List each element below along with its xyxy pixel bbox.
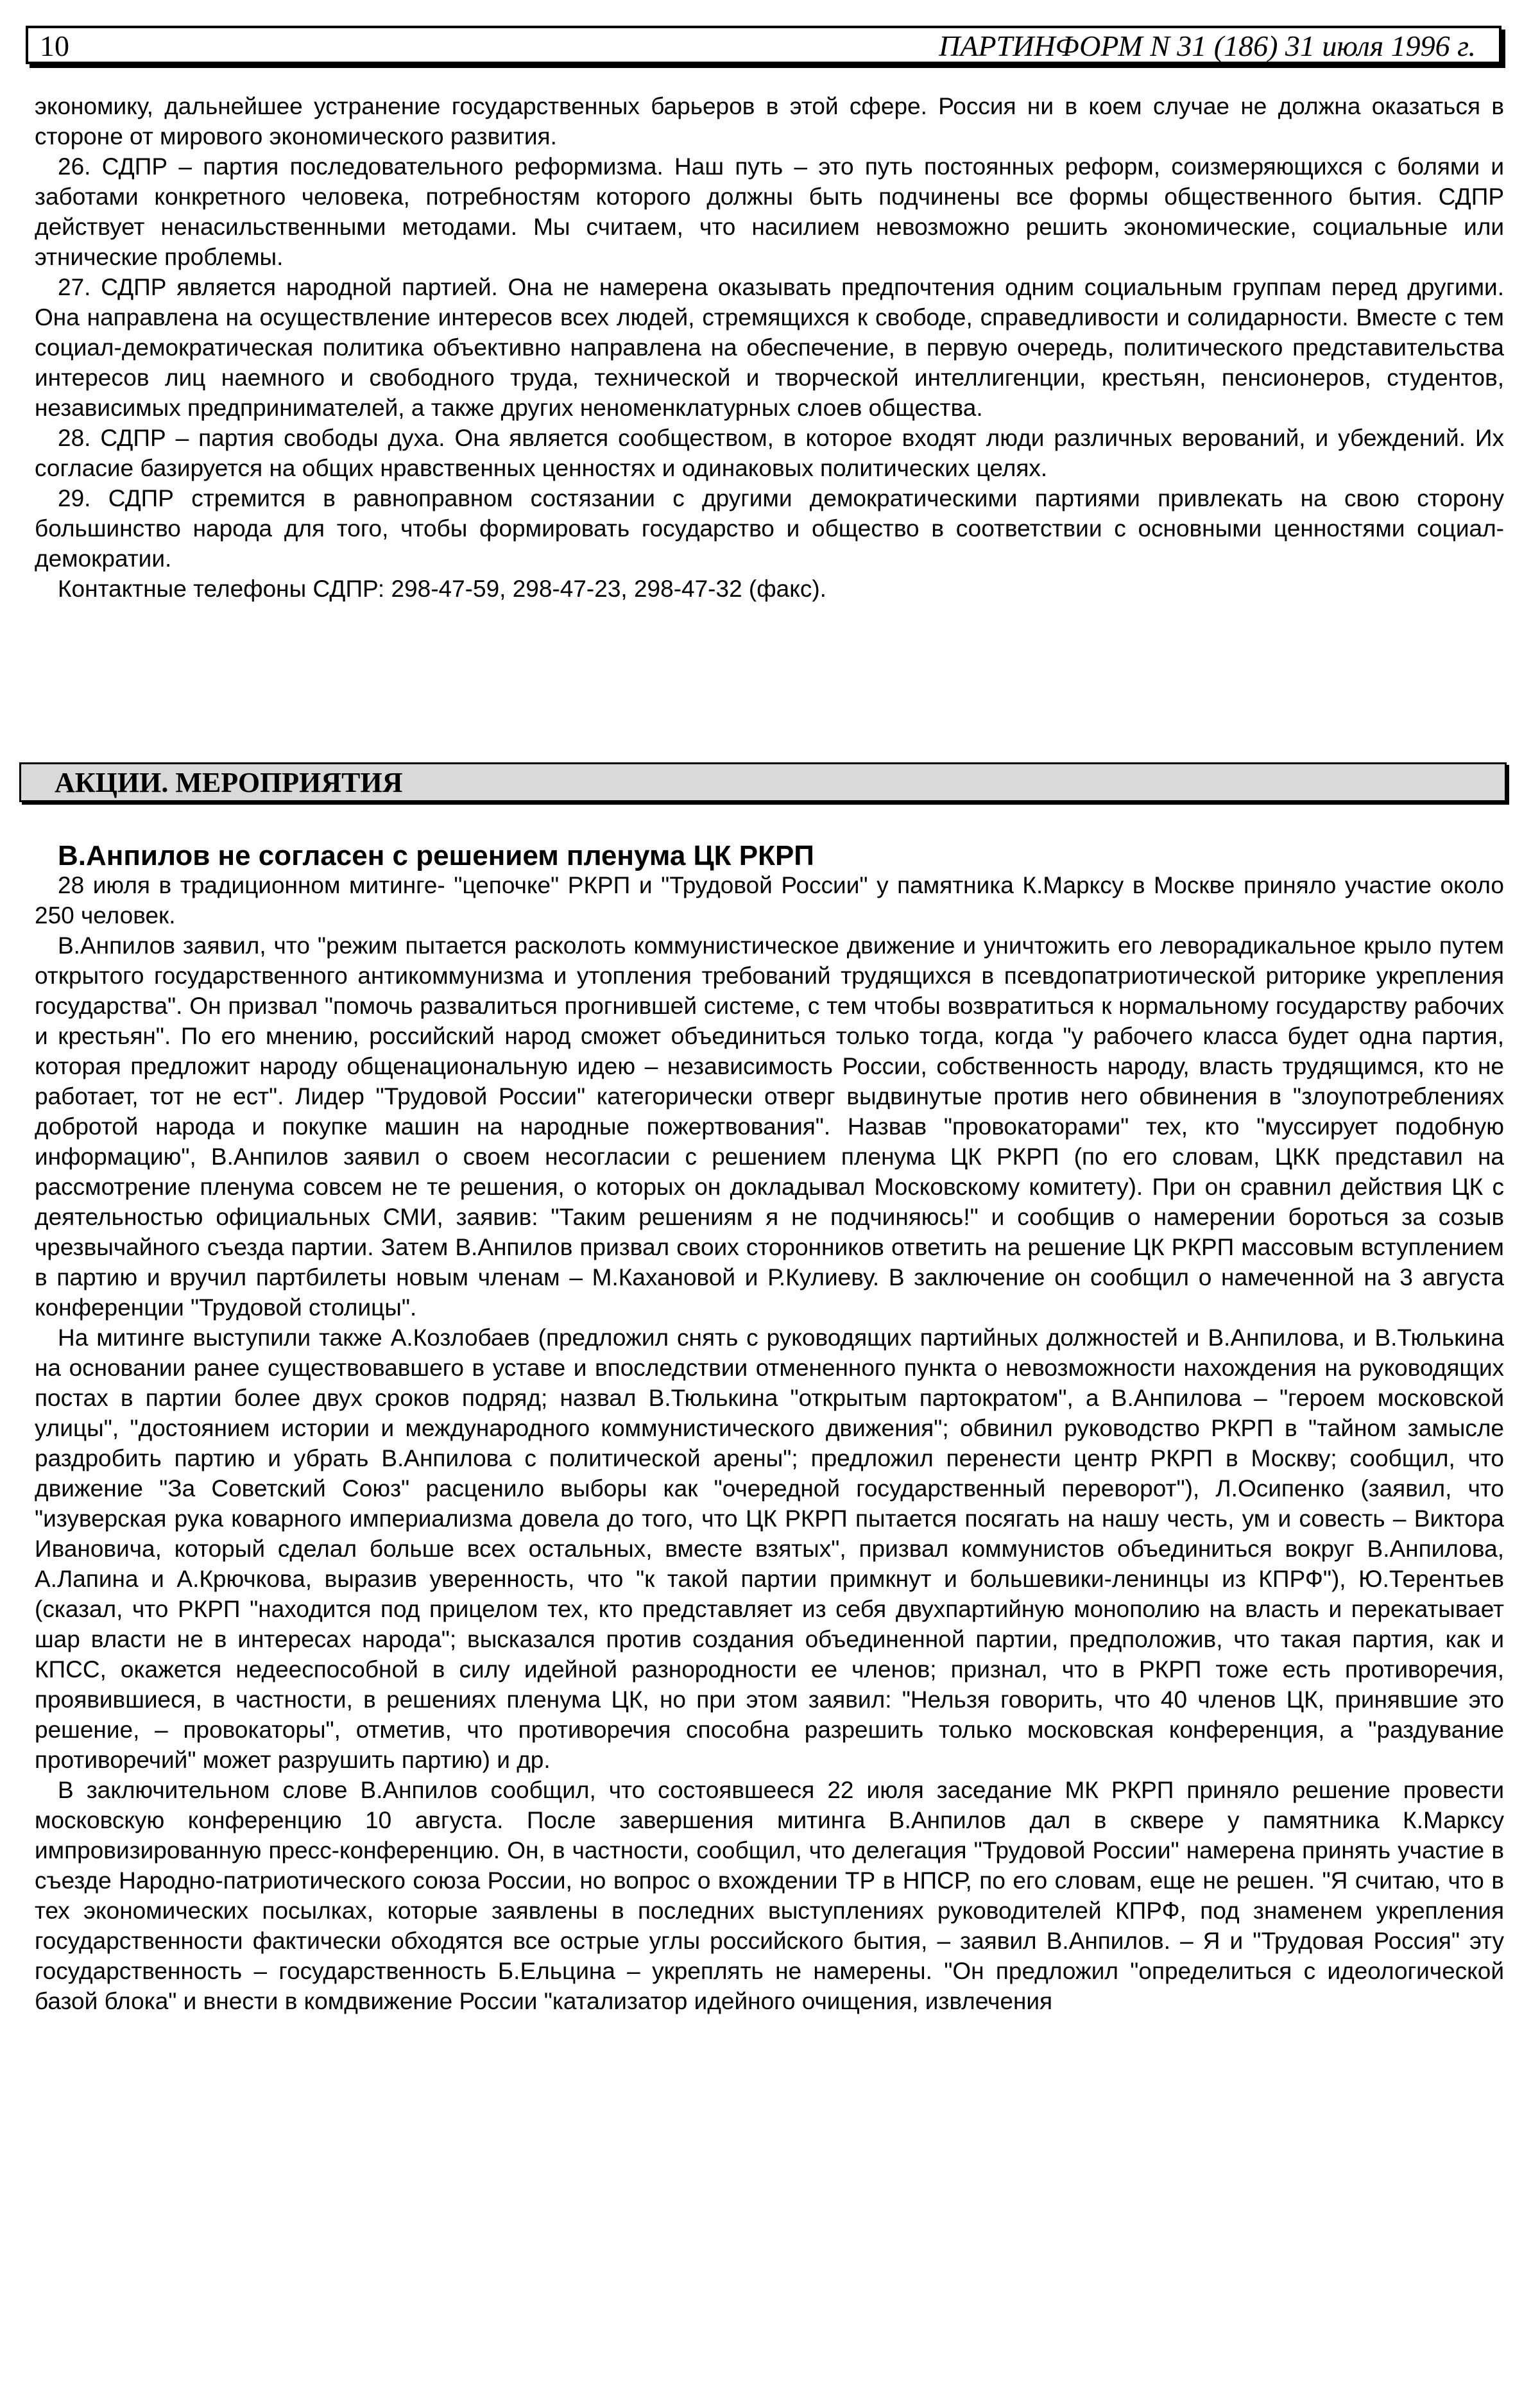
article-headline: В.Анпилов не согласен с решением пленума ЦК РКРП	[58, 840, 814, 871]
paragraph: 28 июля в традиционном митинге- "цепочке" РКРП и "Трудовой России" у памятника К.Марксу в Москве приняло участие около 250 человек.	[35, 872, 1504, 929]
contact-phones: Контактные телефоны СДПР: 298-47-59, 298-47-23, 298-47-32 (факс).	[58, 576, 826, 602]
publication-title: ПАРТИНФОРМ N 31 (186) 31 июля 1996 г.	[939, 30, 1476, 62]
paragraph: В.Анпилов заявил, что "режим пытается расколоть коммунистическое движение и уничтожить его леворадикальное крыло путем открытого государственного антикоммунизма и утопления требований трудящихся в псевдопатриотической риторике укрепления государства". Он призвал "помочь развалиться прогнившей системе, с тем чтобы возвратиться к нормальному государству рабочих и крестьян". По его мнению, российский народ сможет объединиться только тогда, когда "у рабочего класса будет одна партия, которая предложит народу общенациональную идею – независимость России, собственность народу, власть трудящимся, кто не работает, тот не ест". Лидер "Трудовой России" категорически отверг выдвинутые против него обвинения в "злоупотреблениях добротой народа и покупке машин на народные пожертвования". Назвав "провокаторами" тех, кто "муссирует подобную информацию", В.Анпилов заявил о своем несогласии с решением пленума ЦК РКРП (по его словам, ЦКК представил на рассмотрение пленума совсем не те решения, о которых он докладывал Московскому комитету). При он сравнил действия ЦК с деятельностью официальных СМИ, заявив: "Таким решениям я не подчиняюсь!" и сообщив о намерении бороться за созыв чрезвычайного съезда партии. Затем В.Анпилов призвал своих сторонников ответить на решение ЦК РКРП массовым вступлением в партию и вручил партбилеты новым членам – М.Кахановой и Р.Кулиеву. В заключение он сообщил о намеченной на 3 августа конференции "Трудовой столицы".	[35, 932, 1504, 1321]
paragraph: На митинге выступили также А.Козлобаев (предложил снять с руководящих партийных должностей и В.Анпилова, и В.Тюлькина на основании ранее существовавшего в уставе и впоследствии отмененного пункта о невозможности нахождения на руководящих постах в партии более двух сроков подряд; назвал В.Тюлькина "открытым партократом", а В.Анпилова – "героем московской улицы", "достоянием истории и международного коммунистического движения"; обвинил руководство РКРП в "тайном замысле раздробить партию и убрать В.Анпилова с политической арены"; предложил перенести центр РКРП в Москву; сообщил, что движение "За Советский Союз" расценило выборы как "очередной государственный переворот"), Л.Осипенко (заявил, что "изуверская рука коварного империализма довела до того, что ЦК РКРП пытается посягать на нашу честь, ум и совесть – Виктора Ивановича, который сделал больше всех остальных, вместе взятых", призвал коммунистов объединиться вокруг В.Анпилова, А.Лапина и А.Крючкова, выразив уверенность, что "к такой партии примкнут и большевики-ленинцы из КПРФ"), Ю.Терентьев (сказал, что РКРП "находится под прицелом тех, кто представляет из себя двухпартийную монополию на власть и перекатывает шар власти не в интересах народа"; высказался против создания объединенной партии, предположив, что такая партия, как и КПСС, окажется недееспособной в силу идейной разнородности ее членов; признал, что в РКРП тоже есть противоречия, проявившиеся, в частности, в решениях пленума ЦК, но при этом заявил: "Нельзя говорить, что 40 членов ЦК, принявшие это решение, – провокаторы", отметив, что противоречия способна разрешить только московская конференция, а "раздувание противоречий" может разрушить партию) и др.	[35, 1324, 1504, 1773]
paragraph: В заключительном слове В.Анпилов сообщил, что состоявшееся 22 июля заседание МК РКРП приняло решение провести московскую конференцию 10 августа. После завершения митинга В.Анпилов дал в сквере у памятника К.Марксу импровизированную пресс-конференцию. Он, в частности, сообщил, что делегация "Трудовой России" намерена принять участие в съезде Народно-патриотического союза России, но вопрос о вхождении ТР в НПСР, по его словам, еще не решен. "Я считаю, что в тех экономических посылках, которые заявлены в последних выступлениях руководителей КПРФ, под знаменем укрепления государственности фактически обходятся все острые углы российского бытия, – заявил В.Анпилов. – Я и "Трудовая Россия" эту государственность – государственность Б.Ельцина – укреплять не намерены. "Он предложил "определиться с идеологической базой блока" и внести в комдвижение России "катализатор идейного очищения, извлечения	[35, 1777, 1504, 2014]
page-number: 10	[40, 30, 69, 62]
article-body	[35, 870, 1504, 2016]
section-heading: АКЦИИ. МЕРОПРИЯТИЯ	[19, 762, 1507, 802]
page-header	[26, 26, 1502, 64]
party-program-text	[35, 91, 1504, 604]
paragraph: 28. СДПР – партия свободы духа. Она является сообществом, в которое входят люди различных верований, и убеждений. Их согласие базируется на общих нравственных ценностях и одинаковых политических целях.	[35, 425, 1504, 481]
paragraph: экономику, дальнейшее устранение государственных барьеров в этой сфере. Россия ни в коем случае не должна оказаться в стороне от мирового экономического развития.	[35, 93, 1504, 150]
paragraph: 26. СДПР – партия последовательного реформизма. Наш путь – это путь постоянных реформ, соизмеряющихся с болями и заботами конкретного человека, потребностям которого должны быть подчинены все формы общественного бытия. СДПР действует ненасильственными методами. Мы считаем, что насилием невозможно решить экономические, социальные или этнические проблемы.	[35, 153, 1504, 270]
paragraph: 29. СДПР стремится в равноправном состязании с другими демократическими партиями привлекать на свою сторону большинство народа для того, чтобы формировать государство и общество в соответствии с основными ценностями социал-демократии.	[35, 485, 1504, 572]
paragraph: 27. СДПР является народной партией. Она не намерена оказывать предпочтения одним социальным группам перед другими. Она направлена на осуществление интересов всех людей, стремящихся к свободе, справедливости и солидарности. Вместе с тем социал-демократическая политика объективно направлена на обеспечение, в первую очередь, политического представительства интересов лиц наемного и свободного труда, технической и творческой интеллигенции, крестьян, пенсионеров, студентов, независимых предпринимателей, а также других неноменклатурных слоев общества.	[35, 274, 1504, 421]
